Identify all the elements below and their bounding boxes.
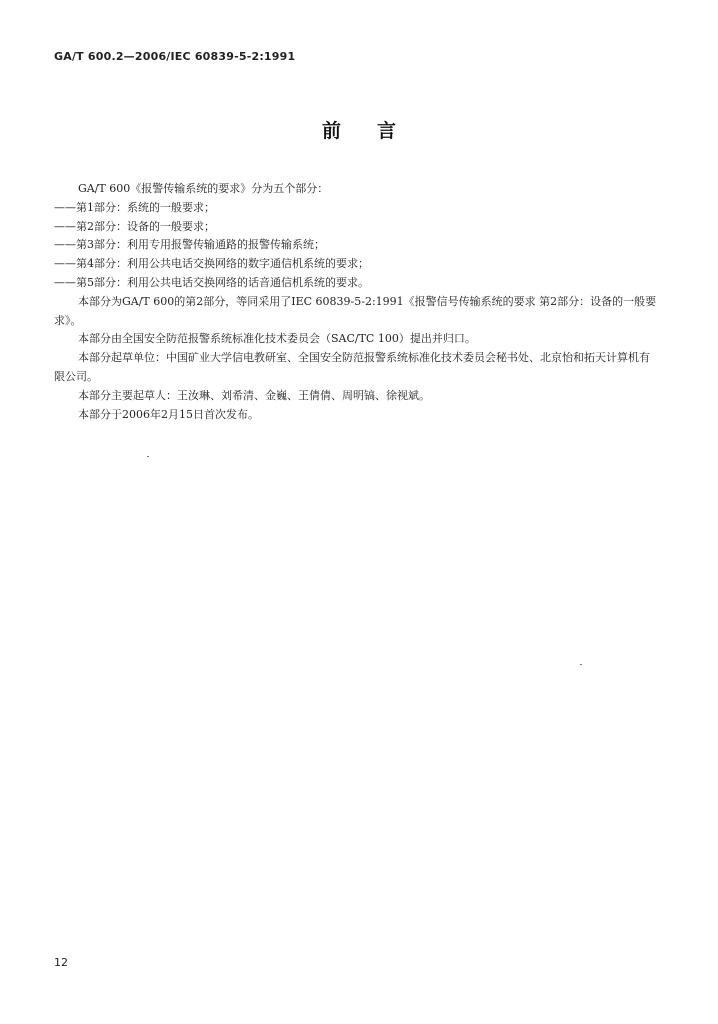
page-title: 前言: [321, 120, 432, 142]
paragraph-drafting-units: 本部分起草单位：中国矿业大学信电教研室、全国安全防范报警系统标准化技术委员会秘书处、北京怡和拓天计算机有限公司。: [54, 351, 650, 383]
paragraph-intro: GA/T 600《报警传输系统的要求》分为五个部分：: [78, 182, 329, 195]
standard-code-header: GA/T 600.2—2006/IEC 60839-5-2:1991: [54, 50, 296, 63]
list-item-part-3: ——第3部分：利用专用报警传输通路的报警传输系统；: [54, 238, 325, 252]
scan-speck: [580, 664, 582, 665]
paragraph-drafters: 本部分主要起草人：王汝琳、刘希清、金巍、王倩倩、周明镐、徐视斌。: [78, 388, 430, 402]
paragraph-proposer: 本部分由全国安全防范报警系统标准化技术委员会（SAC/TC 100）提出并归口。: [78, 332, 476, 346]
paragraph-release: 本部分于2006年2月15日首次发布。: [78, 407, 259, 421]
list-item-part-4: ——第4部分：利用公共电话交换网络的数字通信机系统的要求；: [54, 257, 369, 271]
scan-speck: [147, 456, 149, 457]
paragraph-adoption: 本部分为GA/T 600的第2部分，等同采用了IEC 60839-5-2:1991《报警信号传输系统的要求 第2部分：设备的一般要求》。: [54, 294, 657, 327]
list-item-part-5: ——第5部分：利用公共电话交换网络的话音通信机系统的要求。: [54, 275, 369, 289]
list-item-part-1: ——第1部分：系统的一般要求；: [54, 200, 215, 214]
page-number: 12: [54, 956, 68, 969]
list-item-part-2: ——第2部分：设备的一般要求；: [54, 219, 215, 233]
foreword-body: [54, 180, 658, 424]
